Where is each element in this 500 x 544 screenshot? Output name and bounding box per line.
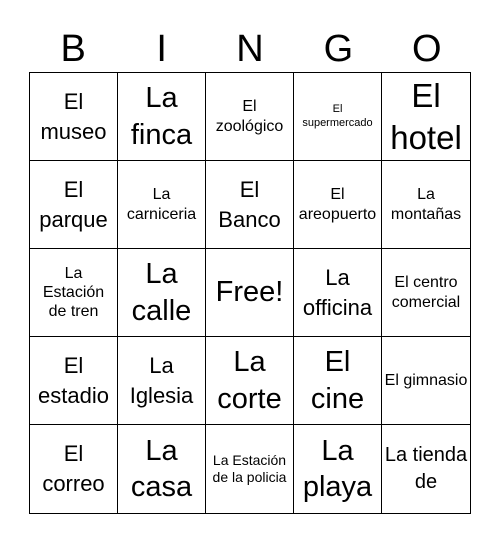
bingo-cell[interactable]: El parque <box>30 161 118 249</box>
bingo-cell[interactable]: La montañas <box>382 161 470 249</box>
bingo-cell[interactable]: La carniceria <box>118 161 206 249</box>
bingo-cell[interactable]: El hotel <box>382 73 470 161</box>
bingo-cell[interactable]: El correo <box>30 425 118 513</box>
bingo-cell[interactable]: El cine <box>294 337 382 425</box>
bingo-cell[interactable]: La Iglesia <box>118 337 206 425</box>
bingo-cell[interactable]: El centro comercial <box>382 249 470 337</box>
bingo-cell[interactable]: El areopuerto <box>294 161 382 249</box>
bingo-board <box>29 72 471 514</box>
header-letter-i: I <box>156 28 167 70</box>
bingo-cell[interactable]: La Estación de la policia <box>206 425 294 513</box>
header-letter-o: O <box>412 28 442 70</box>
header-letter-n: N <box>236 28 264 70</box>
bingo-cell[interactable]: La Estación de tren <box>30 249 118 337</box>
bingo-cell[interactable]: La playa <box>294 425 382 513</box>
header-letter-b: B <box>60 28 86 70</box>
bingo-cell-free-space[interactable]: Free! <box>206 249 294 337</box>
bingo-cell[interactable]: La tienda de <box>384 444 468 493</box>
bingo-cell[interactable]: La casa <box>118 425 206 513</box>
header-letter-g: G <box>323 28 354 70</box>
bingo-cell[interactable]: La calle <box>118 249 206 337</box>
bingo-cell[interactable]: El museo <box>30 73 118 161</box>
bingo-cell[interactable]: La corte <box>206 337 294 425</box>
bingo-cell[interactable]: La finca <box>118 73 206 161</box>
bingo-cell[interactable]: El Banco <box>206 161 294 249</box>
bingo-cell[interactable]: El supermercado <box>294 73 382 161</box>
bingo-cell[interactable]: La officina <box>294 249 382 337</box>
bingo-header <box>29 26 471 72</box>
bingo-cell[interactable]: El estadio <box>30 337 118 425</box>
bingo-cell[interactable]: El zoológico <box>206 73 294 161</box>
bingo-cell[interactable]: El gimnasio <box>382 337 470 425</box>
